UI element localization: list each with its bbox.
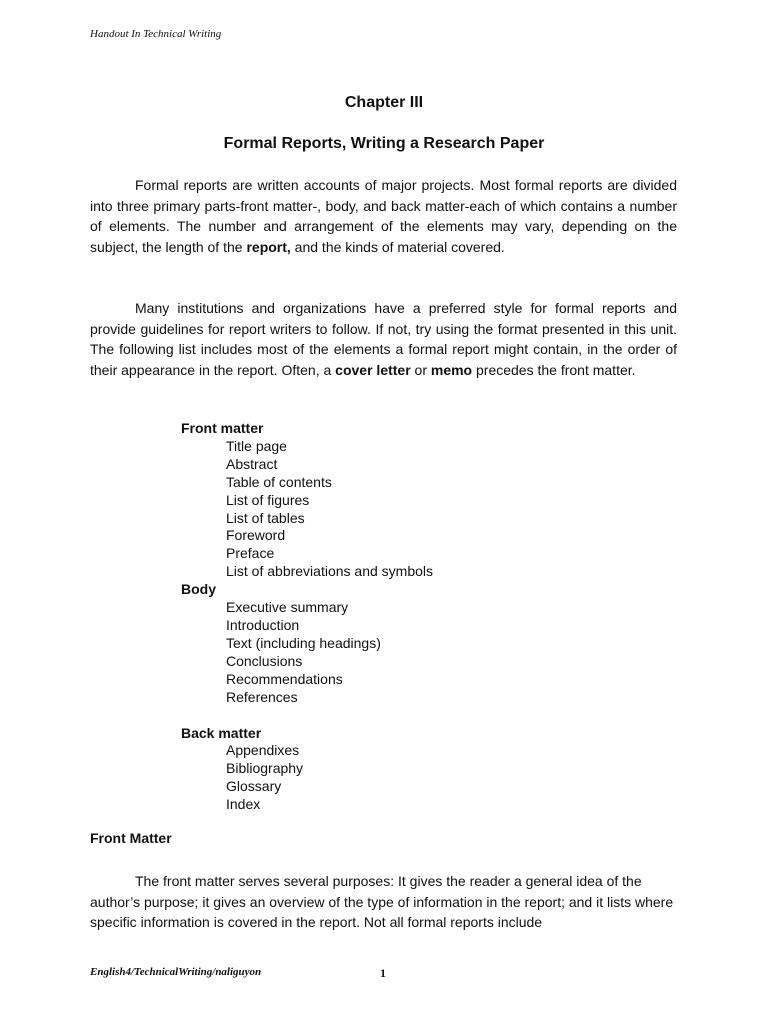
paragraph-front-matter-text: The front matter serves several purposes: It gives the reader a general idea of the author’s purpose; it gives an overview of the type of information in the report; and it lists where specific information is covered in the report. Not all formal reports include	[90, 873, 674, 930]
paragraph-intro-text-b: and the kinds of material covered.	[290, 238, 505, 255]
footer-course-path: English4/TechnicalWriting/naliguyon	[90, 966, 262, 978]
paragraph-front-matter	[90, 871, 677, 933]
body-heading: Body	[181, 581, 216, 598]
list-item: Table of contents	[226, 473, 332, 490]
paragraph-guidelines	[90, 298, 677, 380]
bold-memo: memo	[430, 361, 473, 378]
chapter-label: Chapter III	[344, 94, 424, 111]
chapter-title: Formal Reports, Writing a Research Paper	[223, 135, 545, 152]
paragraph-intro	[90, 175, 677, 257]
running-header: Handout In Technical Writing	[90, 28, 222, 40]
list-item: Preface	[226, 545, 275, 562]
section-heading-front-matter: Front Matter	[90, 830, 172, 846]
list-item: Abstract	[226, 455, 278, 472]
paragraph-intro-text-a: Formal reports are written accounts of major projects. Most formal reports are divided into three primary parts-front matter-, body, and back matter-each of which contains a number of elements. The number and arrangement of the elements may vary, depending on the subject, the length of the	[90, 177, 677, 255]
list-item: List of abbreviations and symbols	[226, 563, 433, 580]
report-outline-list	[181, 420, 433, 814]
list-spacer	[181, 707, 433, 725]
list-item: Appendixes	[226, 742, 300, 759]
list-item: References	[226, 688, 298, 705]
back-matter-heading: Back matter	[181, 724, 262, 741]
list-item: Conclusions	[226, 652, 303, 669]
list-item: Executive summary	[226, 599, 349, 616]
list-item: List of tables	[226, 509, 305, 526]
bold-cover-letter: cover letter	[335, 361, 411, 378]
paragraph-guidelines-text-b: or	[410, 361, 431, 378]
list-item: List of figures	[226, 491, 310, 508]
list-item: Index	[226, 796, 261, 813]
list-item: Text (including headings)	[226, 634, 381, 651]
list-item: Foreword	[226, 527, 286, 544]
paragraph-guidelines-text-a: Many institutions and organizations have a preferred style for formal reports and provide guidelines for report writers to follow. If not, try using the format presented in this unit. The following list includes most of the elements a formal report might contain, in the order of their appearance in the report. Often, a	[90, 300, 677, 378]
paragraph-guidelines-text-c: precedes the front matter.	[472, 361, 636, 378]
list-item: Introduction	[226, 616, 300, 633]
list-item: Recommendations	[226, 670, 343, 687]
bold-report: report,	[246, 238, 291, 255]
list-item: Glossary	[226, 778, 282, 795]
front-matter-heading: Front matter	[181, 420, 264, 436]
list-item: Bibliography	[226, 760, 304, 777]
page-number: 1	[380, 966, 386, 980]
list-item: Title page	[226, 437, 287, 454]
